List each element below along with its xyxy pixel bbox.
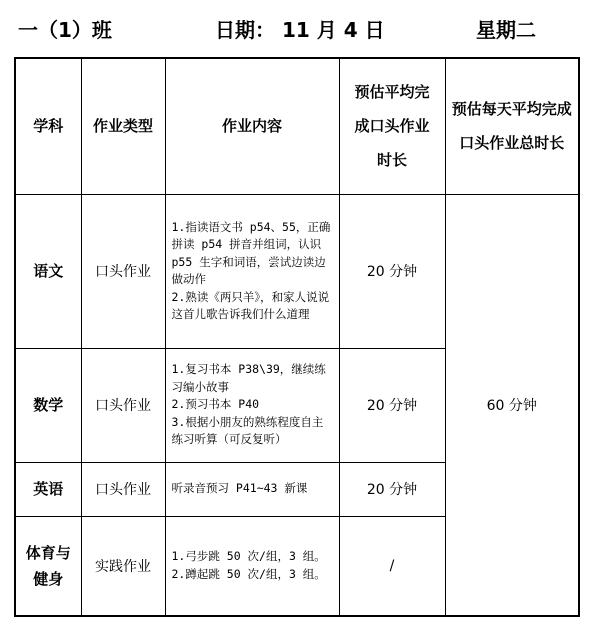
column-header-duration: 预估平均完成口头作业时长 (339, 58, 445, 194)
content-line: 1.指读语文书 p54、55，正确拼读 p54 拼音并组词，认识 p55 生字和词语，尝试边读边做动作 (171, 219, 331, 286)
total-duration-cell: 60 分钟 (445, 194, 579, 616)
content-line: 2.蹲起跳 50 次/组，3 组。 (171, 566, 326, 581)
type-cell: 口头作业 (81, 348, 165, 462)
content-line: 听录音预习 P41~43 新课 (171, 481, 308, 496)
subject-cell: 体育与健身 (15, 516, 81, 616)
content-cell (165, 516, 339, 616)
weekday-label: 星期二 (476, 18, 536, 42)
subject-cell: 数学 (15, 348, 81, 462)
content-line: 2.预习书本 P40 (171, 397, 260, 412)
duration-cell: 20 分钟 (339, 194, 445, 348)
content-line: 1.复习书本 P38\39，继续练习编小故事 (171, 362, 326, 394)
subject-cell: 语文 (15, 194, 81, 348)
content-line: 3.根据小朋友的熟练程度自主练习听算（可反复听） (171, 414, 324, 447)
content-cell (165, 462, 339, 516)
content-line: 2.熟读《两只羊》，和家人说说这首儿歌告诉我们什么道理 (171, 289, 330, 321)
subject-cell: 英语 (15, 462, 81, 516)
duration-cell: 20 分钟 (339, 462, 445, 516)
column-header-content: 作业内容 (165, 58, 339, 194)
type-cell: 口头作业 (81, 462, 165, 516)
duration-cell: 20 分钟 (339, 348, 445, 462)
class-name: 一（1）班 (18, 18, 112, 42)
content-cell (165, 348, 339, 462)
table-header-row (15, 58, 579, 194)
type-cell: 口头作业 (81, 194, 165, 348)
content-line: 1.弓步跳 50 次/组，3 组。 (171, 549, 326, 564)
column-header-total: 预估每天平均完成口头作业总时长 (445, 58, 579, 194)
page-header (0, 6, 592, 46)
homework-table (14, 57, 580, 617)
type-cell: 实践作业 (81, 516, 165, 616)
column-header-type: 作业类型 (81, 58, 165, 194)
table-row (15, 194, 579, 348)
column-header-subject: 学科 (15, 58, 81, 194)
duration-cell: / (339, 516, 445, 616)
date-label: 日期： 11 月 4 日 (215, 18, 385, 42)
content-cell (165, 194, 339, 348)
